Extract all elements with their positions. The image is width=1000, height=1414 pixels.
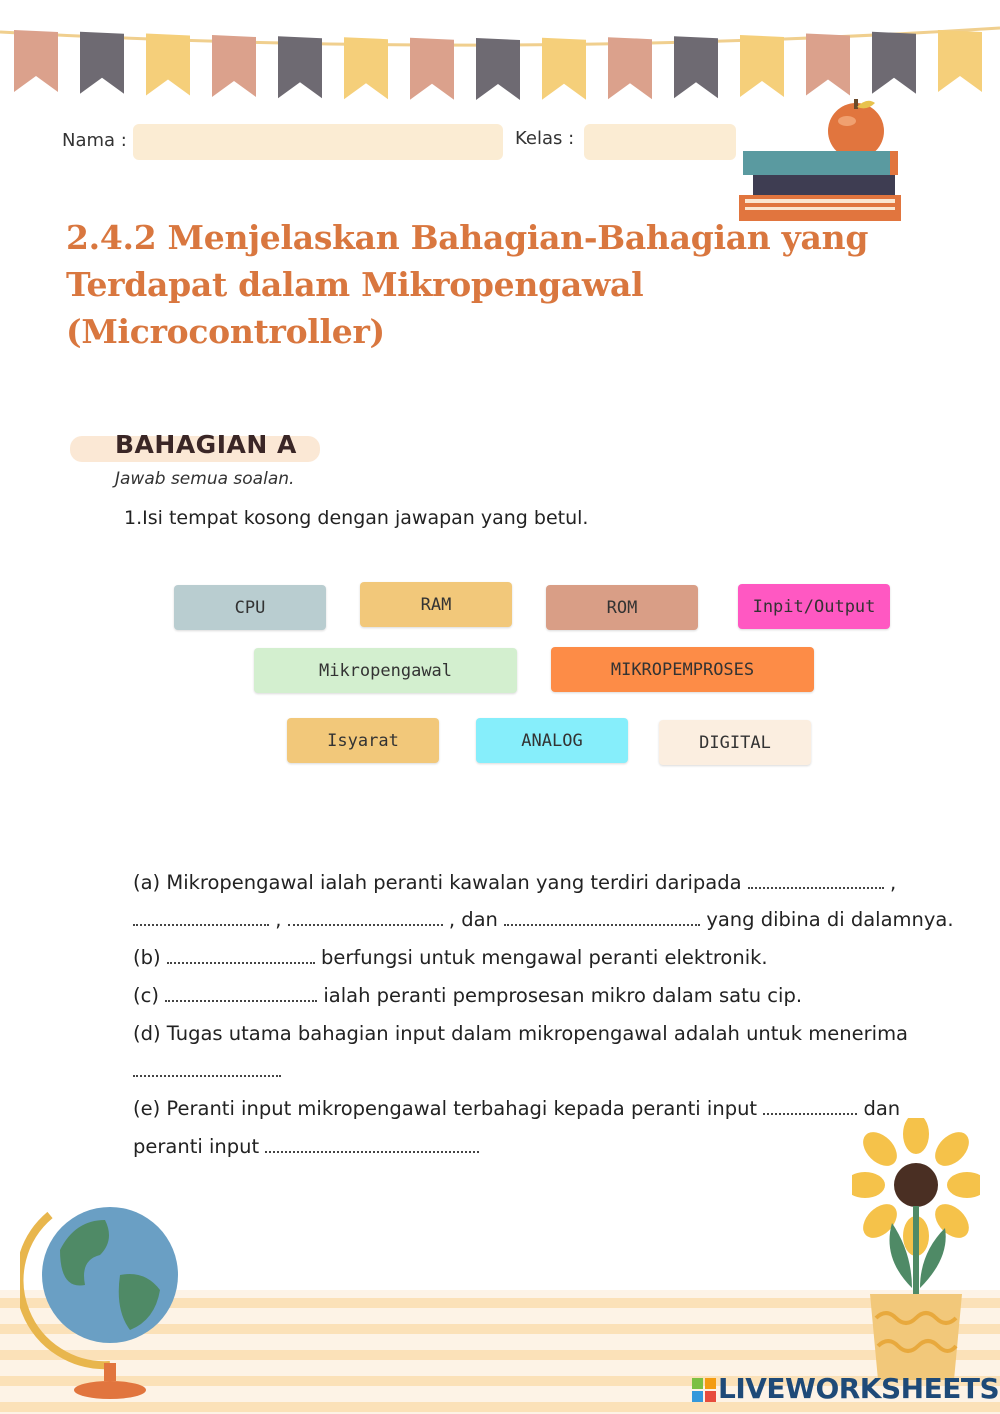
- bunting-flag: [806, 33, 850, 95]
- item-e-line2-text: peranti input: [133, 1135, 260, 1158]
- bunting-flag: [14, 30, 58, 92]
- bunting-flag: [146, 33, 190, 95]
- blank-c[interactable]: [165, 984, 317, 1002]
- item-a-suffix: yang dibina di dalamnya.: [706, 908, 954, 931]
- blank-a3[interactable]: [288, 908, 443, 926]
- item-b-label: (b): [133, 946, 161, 969]
- bunting-banner: [0, 0, 1000, 110]
- item-c: [133, 983, 802, 1009]
- item-d-line-2: [133, 1058, 281, 1084]
- books-apple-icon: [735, 95, 910, 225]
- sunflower-icon: [852, 1118, 980, 1388]
- question-prompt: 1.Isi tempat kosong dengan jawapan yang betul.: [124, 507, 589, 529]
- bunting-flag: [542, 38, 586, 100]
- class-input[interactable]: [584, 124, 736, 160]
- answer-chip-mikropemproses[interactable]: MIKROPEMPROSES: [551, 647, 814, 692]
- blank-b[interactable]: [167, 946, 315, 964]
- item-e-and: dan: [863, 1097, 901, 1120]
- item-a-comma: ,: [889, 871, 897, 894]
- item-d: [133, 1021, 908, 1047]
- answer-chip-isyarat[interactable]: Isyarat: [287, 718, 439, 763]
- bunting-flag: [344, 37, 388, 99]
- blank-e1[interactable]: [763, 1097, 857, 1115]
- item-a-line-2: [133, 907, 954, 933]
- item-b-text: berfungsi untuk mengawal peranti elektronik.: [321, 946, 768, 969]
- item-a-line-1: [133, 870, 896, 896]
- item-d-text: (d) Tugas utama bahagian input dalam mikropengawal adalah untuk menerima: [133, 1022, 909, 1045]
- blank-d[interactable]: [133, 1059, 281, 1077]
- blank-a1[interactable]: [748, 871, 884, 889]
- blank-a2[interactable]: [133, 908, 269, 926]
- item-c-text: ialah peranti pemprosesan mikro dalam satu cip.: [323, 984, 803, 1007]
- liveworksheets-logo-icon: [692, 1378, 716, 1406]
- bunting-flag: [740, 35, 784, 97]
- answer-chip-rom[interactable]: ROM: [546, 585, 698, 630]
- section-heading: BAHAGIAN A: [115, 430, 297, 459]
- answer-chip-analog[interactable]: ANALOG: [476, 718, 628, 763]
- item-c-label: (c): [133, 984, 159, 1007]
- answer-chip-input-output[interactable]: Inpit/Output: [738, 584, 890, 629]
- bunting-flag: [674, 36, 718, 98]
- title-line-1: 2.4.2 Menjelaskan Bahagian-Bahagian yang: [66, 218, 869, 257]
- bunting-flag: [476, 38, 520, 100]
- item-e-text: (e) Peranti input mikropengawal terbahagi kepada peranti input: [133, 1097, 758, 1120]
- answer-chip-cpu[interactable]: CPU: [174, 585, 326, 630]
- bunting-flag: [278, 36, 322, 98]
- name-label: Nama :: [62, 130, 127, 151]
- bunting-flag: [938, 30, 982, 92]
- bunting-flag: [410, 38, 454, 100]
- name-input[interactable]: [133, 124, 503, 160]
- item-e-line-2: [133, 1134, 479, 1160]
- page-title: [66, 214, 966, 355]
- title-line-2: Terdapat dalam Mikropengawal (Microcontroller): [66, 265, 644, 351]
- item-a-text: (a) Mikropengawal ialah peranti kawalan yang terdiri daripada: [133, 871, 742, 894]
- bunting-flag: [872, 32, 916, 94]
- blank-e2[interactable]: [265, 1135, 479, 1153]
- answer-chip-mikropengawal[interactable]: Mikropengawal: [254, 648, 517, 693]
- liveworksheets-logo-text: LIVEWORKSHEETS: [718, 1372, 1000, 1405]
- section-instruction: Jawab semua soalan.: [115, 469, 295, 489]
- bunting-flag: [608, 37, 652, 99]
- bunting-flag: [80, 32, 124, 94]
- item-a-and: , dan: [448, 908, 498, 931]
- item-b: [133, 945, 768, 971]
- item-e: [133, 1096, 900, 1122]
- item-a-comma-2: ,: [275, 908, 282, 931]
- answer-chip-ram[interactable]: RAM: [360, 582, 512, 627]
- class-label: Kelas :: [515, 128, 575, 149]
- answer-chip-digital[interactable]: DIGITAL: [659, 720, 811, 765]
- blank-a4[interactable]: [504, 908, 700, 926]
- globe-icon: [20, 1195, 200, 1405]
- bunting-flag: [212, 35, 256, 97]
